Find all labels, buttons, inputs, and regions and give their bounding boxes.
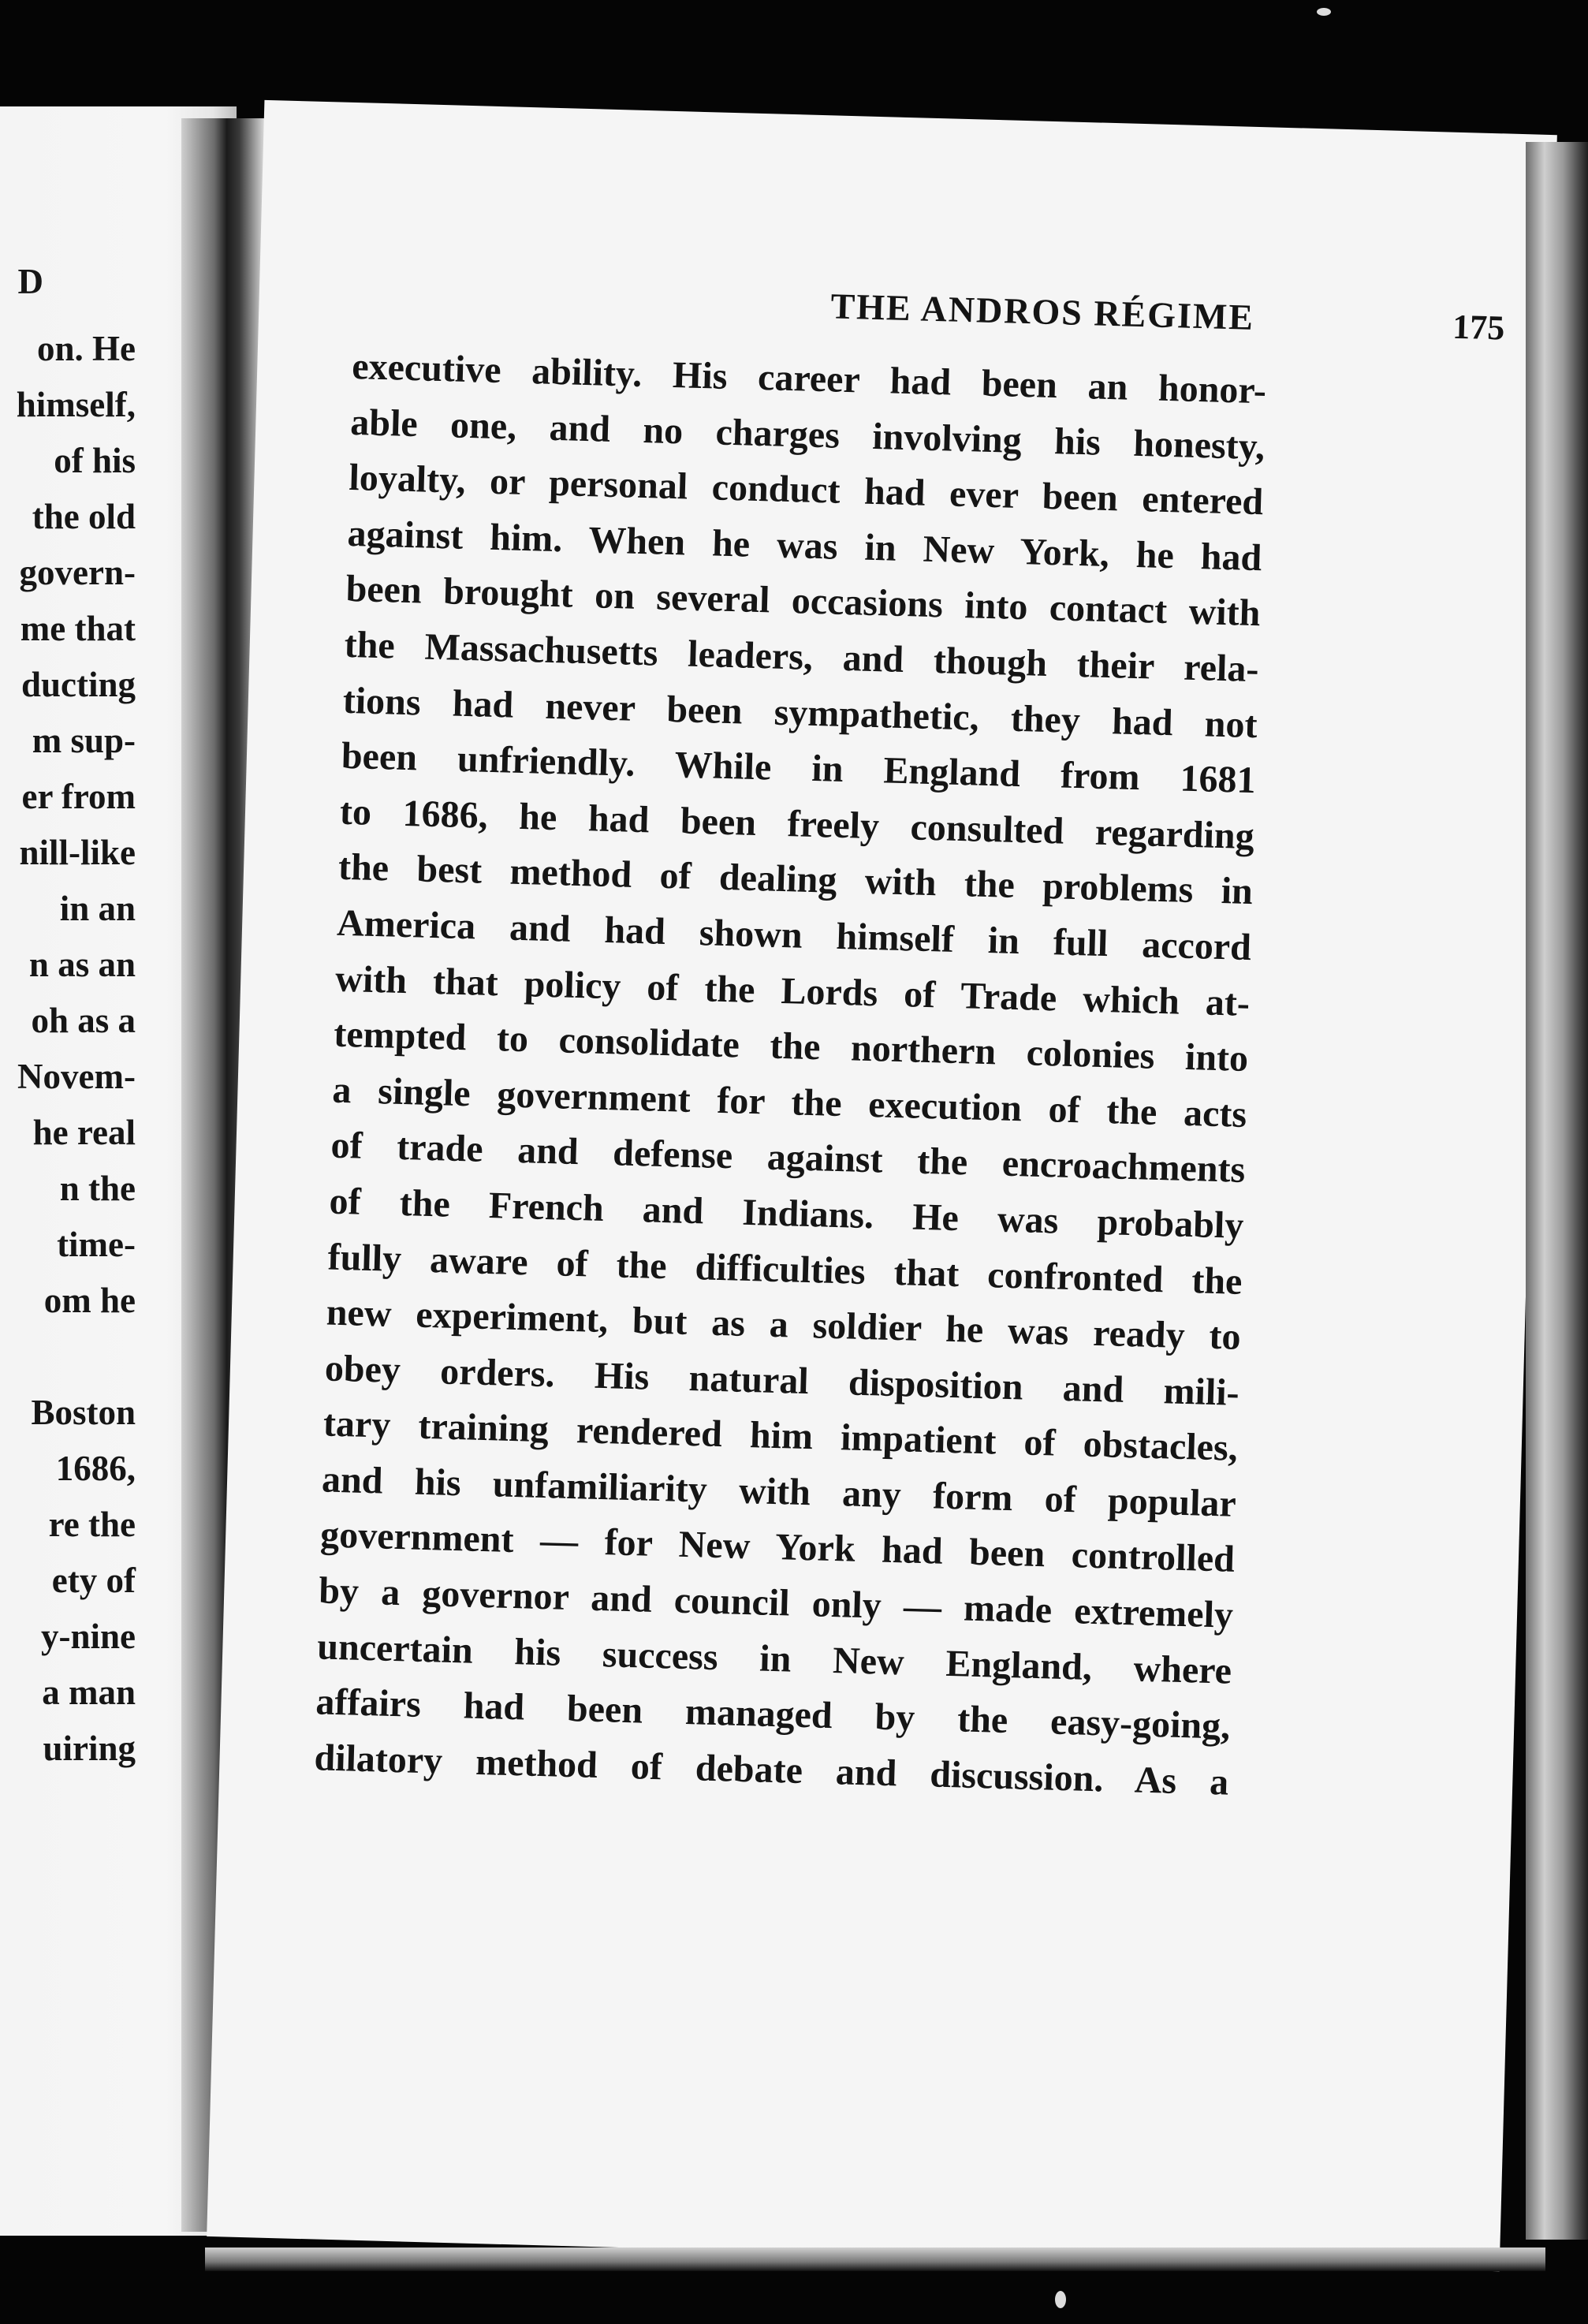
left-line: ety of	[51, 1561, 136, 1600]
left-line: D	[17, 262, 43, 301]
dust-speck	[1055, 2291, 1066, 2308]
text-line: affairs had been managed by the easy-going,	[315, 1681, 1231, 1748]
text-line: against him. When he was in New York, he had	[346, 512, 1262, 580]
text-line: tions had never been sympathetic, they had not	[342, 679, 1258, 746]
text-line: fully aware of the difficulties that confronted the	[327, 1236, 1243, 1303]
left-line: the old	[32, 497, 136, 536]
left-line: re the	[48, 1505, 136, 1544]
page-number: 175	[1452, 307, 1505, 348]
body-text	[314, 339, 1267, 1811]
left-line: himself,	[16, 385, 136, 424]
left-line: nill-like	[19, 833, 136, 872]
left-line: Novem-	[17, 1057, 136, 1096]
left-line: n the	[59, 1169, 136, 1208]
left-line: in an	[59, 889, 136, 928]
left-line: om he	[43, 1281, 136, 1320]
page-edge-bottom	[205, 2248, 1545, 2271]
left-line: a man	[42, 1673, 136, 1712]
left-line: time-	[57, 1225, 136, 1264]
left-line: uiring	[43, 1729, 136, 1768]
text-line: been brought on several occasions into contact with	[345, 568, 1262, 635]
left-line: me that	[20, 609, 136, 648]
text-line: a single government for the execution of the acts	[331, 1069, 1247, 1136]
left-line: y-nine	[40, 1617, 136, 1656]
text-line: loyalty, or personal conduct had ever been entered	[348, 457, 1264, 524]
right-page	[207, 100, 1557, 2271]
left-line: on. He	[36, 329, 136, 368]
text-line: dilatory method of debate and discussion. As a	[313, 1736, 1229, 1804]
text-line: tempted to consolidate the northern colonies into	[333, 1013, 1249, 1080]
left-line: er from	[21, 777, 136, 816]
running-head: THE ANDROS RÉGIME	[829, 285, 1255, 338]
left-line: ducting	[21, 665, 136, 704]
text-line: the best method of dealing with the problems in	[337, 846, 1254, 913]
left-line: govern-	[19, 553, 136, 592]
left-line: he real	[32, 1113, 136, 1152]
text-line: and his unfamiliarity with any form of popular	[321, 1458, 1237, 1525]
left-line: oh as a	[31, 1001, 136, 1040]
text-line: of trade and defense against the encroachments	[330, 1124, 1246, 1192]
text-line: been unfriendly. While in England from 1681	[341, 734, 1257, 802]
text-line: the Massachusetts leaders, and though their rela-	[344, 623, 1260, 691]
text-line: uncertain his success in New England, where	[316, 1625, 1232, 1692]
page-header	[590, 278, 1505, 358]
text-line: new experiment, but as a soldier he was ready to	[326, 1291, 1242, 1358]
left-line: 1686,	[55, 1449, 136, 1488]
text-line: to 1686, he had been freely consulted regarding	[339, 790, 1255, 857]
text-line: executive ability. His career had been an honor-	[351, 345, 1267, 412]
text-line: obey orders. His natural disposition and mili-	[324, 1347, 1240, 1414]
text-line: of the French and Indians. He was probably	[329, 1180, 1245, 1247]
left-line: of his	[54, 441, 136, 480]
text-line: tary training rendered him impatient of obstacles,	[322, 1402, 1239, 1470]
text-line: with that policy of the Lords of Trade which at-	[334, 957, 1251, 1024]
dust-speck	[1317, 8, 1331, 16]
text-line: able one, and no charges involving his honesty,	[349, 401, 1266, 468]
left-line: n as an	[28, 945, 136, 984]
text-line: America and had shown himself in full accord	[336, 901, 1252, 969]
left-line: m sup-	[32, 721, 136, 760]
text-line: government — for New York had been controlled	[319, 1513, 1236, 1581]
page-edge-right	[1526, 142, 1588, 2240]
left-line: Boston	[31, 1393, 136, 1432]
text-line: by a governor and council only — made extremely	[318, 1569, 1234, 1636]
